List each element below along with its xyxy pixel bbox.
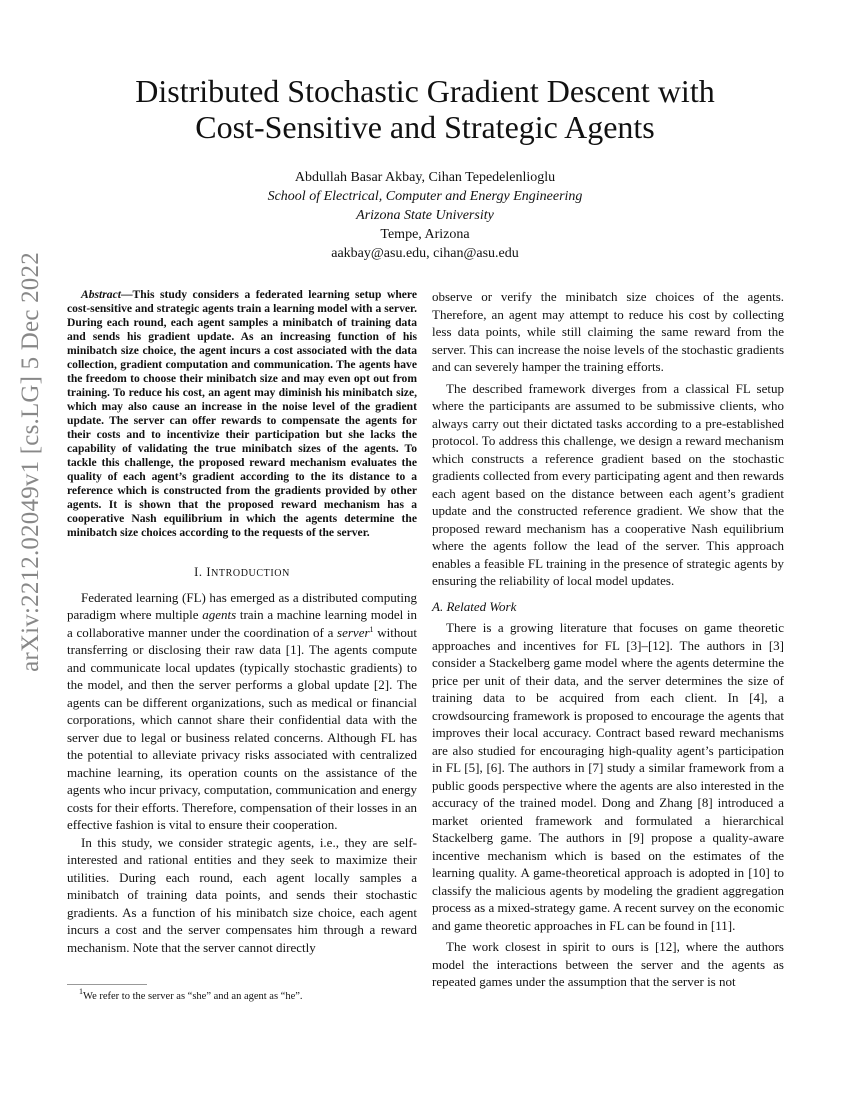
paper-title: [70, 73, 780, 145]
section-heading-introduction: [67, 564, 417, 583]
abstract: [67, 288, 417, 540]
intro-paragraph-2: In this study, we consider strategic agents, i.e., they are self-interested and rational entities and they seek to maximize their utilities. During each round, each agent locally samples a minibatch of training data points, and sends their stochastic gradients. As a function of his minibatch size choice, each agent incurs a cost and the server compensates him through a reward mechanism. Note that the server cannot directly: [67, 834, 417, 955]
arxiv-identifier-text: arXiv:2212.02049v1 [cs.LG] 5 Dec 2022: [17, 252, 44, 672]
arxiv-identifier: [4, 252, 59, 672]
title-line-2: Cost-Sensitive and Strategic Agents: [195, 109, 655, 145]
intro-p1-part-c: without transferring or disclosing their raw data [1]. The agents compute and communicate local updates (typically stochastic gradients) to the model, and then the server performs a global update [2]. The agents can be different organizations, such as medical or financial corporations, which cannot share their confidential data with the server due to legal or business related concerns. Although FL has the potential to alleviate privacy risks associated with centralized machine learning, its operation counts on the assistance of the agents who incur privacy, computation, communication and energy costs for their efforts. Therefore, compensation of their losses in an effective fashion is vital to ensure their cooperation.: [67, 624, 417, 832]
intro-paragraph-1: [67, 589, 417, 834]
intro-p1-agents-term: agents: [202, 607, 237, 622]
intro-p1-part-a: Federated learning (FL) has emerged as a distributed computing paradigm where multiple: [67, 589, 417, 622]
related-work-paragraph-2: The work closest in spirit to ours is [12], where the authors model the interactions between the server and the agents as repeated games under the assumption that the server is not: [432, 939, 784, 989]
left-column: [67, 288, 417, 956]
author-names: Abdullah Basar Akbay, Cihan Tepedelenlioglu: [294, 170, 556, 185]
footnote-text: [67, 987, 417, 1002]
footnote-mark: 1: [79, 987, 83, 996]
related-work-paragraph-1: There is a growing literature that focuses on game theoretic approaches and incentives for FL [3]–[12]. The authors in [3] consider a Stackelberg game model where the agents determine the price per unit of their data, and the server determines the size of training data to be acquired from each client. In [4], a crowdsourcing framework is proposed to encourage the agents that improves their local accuracy. Contract based reward mechanisms are also studied for encouraging high-quality agent’s participation in FL [5], [6]. The authors in [7] study a similar framework from a public goods perspective where the agents are also interested in the accuracy of the trained model. Dong and Zhang [8] introduced a market oriented framework and formulated a hierarchical Stackelberg game. The authors in [9] propose a quality-aware incentive mechanism which is based on the estimates of the learning quality. A game-theoretical approach is adopted in [10] to classify the malicious agents by modeling the gradient aggregation process as a mixed-strategy game. A recent survey on the economic and game theoretic approaches in FL can be found in [11].: [432, 620, 784, 933]
footnote-marker[interactable]: 1: [369, 624, 374, 634]
subsection-heading-related-work: A. Related Work: [432, 598, 517, 614]
intro-p1-part-b: train a machine learning model in a collaborative manner under the coordination of a: [67, 607, 418, 640]
author-location: Tempe, Arizona: [380, 227, 470, 242]
section-title-rest: NTRODUCTION: [211, 568, 290, 579]
footnote: [67, 984, 417, 1002]
intro-paragraph-4: The described framework diverges from a classical FL setup where the participants are assumed to be submissive clients, who always carry out their dictated tasks according to a pre-established protocol. To address this challenge, we design a reward mechanism which constructs a reference gradient based on the stochastic gradients collected from every participating agent and then rewards each agent based on the distance between each agent’s gradient update and the constructed reference gradient. We show that the proposed reward mechanism has a cooperative Nash equilibrium where the agents follow the lead of the server. This approach enables a feasible FL training in the presence of strategic agents by ensuring the reliability of local model updates.: [432, 380, 784, 588]
footnote-body: We refer to the server as “she” and an agent as “he”.: [83, 991, 303, 1002]
section-title-initial: I: [206, 565, 212, 579]
author-block: [70, 168, 780, 263]
abstract-label: Abstract: [81, 288, 121, 301]
section-number: I.: [194, 565, 203, 579]
author-emails: aakbay@asu.edu, cihan@asu.edu: [331, 246, 519, 261]
right-column: [432, 288, 784, 991]
intro-p1-server-term: server: [337, 624, 370, 640]
footnote-rule: [67, 984, 147, 985]
affiliation-school: School of Electrical, Computer and Energy Engineering: [267, 189, 583, 204]
affiliation-university: Arizona State University: [356, 208, 494, 223]
title-line-1: Distributed Stochastic Gradient Descent with: [135, 73, 715, 109]
intro-paragraph-3: observe or verify the minibatch size choices of the agents. Therefore, an agent may attempt to reduce his cost by collecting less data points, while still claiming the same reward from the server. This can increase the noise levels of the stochastic gradients and can severely hamper the training efforts.: [432, 289, 784, 374]
abstract-text: —This study considers a federated learning setup where cost-sensitive and strategic agents train a learning model with a server. During each round, each agent samples a minibatch of training data and sends his gradient update. As an increasing function of his minibatch size choice, the agent incurs a cost associated with the data collection, gradient computation and communication. The agents have the freedom to choose their minibatch size and may even opt out from training. To reduce his cost, an agent may diminish his minibatch size, which may also cause an increase in the noise level of the gradient update. The server can offer rewards to compensate the agents for their costs and to incentivize their participation but she lacks the capability of validating the true minibatch sizes of the agents. To tackle this challenge, the proposed reward mechanism evaluates the quality of each agent’s gradient according to the its distance to a reference which is constructed from the gradients provided by other agents. It is shown that the proposed reward mechanism has a cooperative Nash equilibrium in which the agents determine the minibatch size choices according to the requests of the server.: [67, 288, 417, 539]
